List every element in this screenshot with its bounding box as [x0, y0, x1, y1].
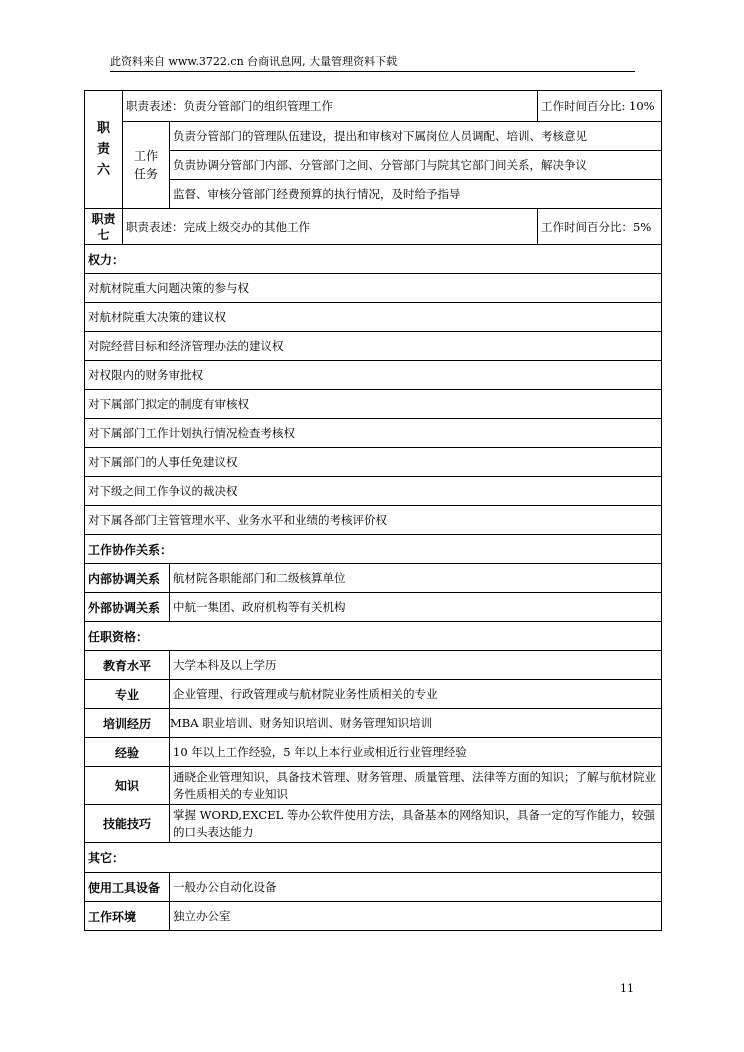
external-coordination-value: 中航一集团、政府机构等有关机构	[170, 593, 662, 622]
qualification-label: 教育水平	[85, 651, 170, 680]
qualifications-heading: 任职资格：	[85, 622, 662, 651]
authority-item: 对下属部门拟定的制度有审核权	[85, 390, 662, 419]
duty6-task-1: 负责分管部门的管理队伍建设，提出和审核对下属岗位人员调配、培训、考核意见	[170, 122, 662, 151]
environment-value: 独立办公室	[170, 902, 662, 931]
duty6-title: 职 责 六	[85, 91, 123, 209]
qualification-label: 专业	[85, 680, 170, 709]
authority-item: 对下属部门工作计划执行情况检查考核权	[85, 419, 662, 448]
external-coordination-label: 外部协调关系	[85, 593, 170, 622]
authority-heading: 权力：	[85, 245, 662, 274]
duty6-time-pct: 工作时间百分比: 10%	[538, 91, 662, 122]
qualification-value: MBA 职业培训、财务知识培训、财务管理知识培训	[170, 709, 662, 738]
duty7-time-pct: 工作时间百分比：5%	[538, 209, 662, 245]
tools-value: 一般办公自动化设备	[170, 873, 662, 902]
authority-item: 对航材院重大问题决策的参与权	[85, 274, 662, 303]
duty7-statement: 职责表述：完成上级交办的其他工作	[123, 209, 538, 245]
duty6-task-2: 负责协调分管部门内部、分管部门之间、分管部门与院其它部门间关系，解决争议	[170, 151, 662, 180]
duty6-task-3: 监督、审核分管部门经费预算的执行情况，及时给予指导	[170, 180, 662, 209]
other-heading: 其它：	[85, 843, 662, 873]
authority-item: 对下属各部门主管管理水平、业务水平和业绩的考核评价权	[85, 506, 662, 535]
authority-item: 对航材院重大决策的建议权	[85, 303, 662, 332]
qualification-value: 大学本科及以上学历	[170, 651, 662, 680]
job-description-table	[84, 90, 662, 931]
qualification-label: 培训经历	[85, 709, 170, 738]
authority-item: 对下属部门的人事任免建议权	[85, 448, 662, 477]
duty6-task-label: 工作 任务	[123, 122, 170, 209]
cooperation-heading: 工作协作关系：	[85, 535, 662, 564]
qualification-label: 经验	[85, 738, 170, 767]
qualification-value: 10 年以上工作经验，5 年以上本行业或相近行业管理经验	[170, 738, 662, 767]
authority-item: 对下级之间工作争议的裁决权	[85, 477, 662, 506]
authority-item: 对院经营目标和经济管理办法的建议权	[85, 332, 662, 361]
authority-item: 对权限内的财务审批权	[85, 361, 662, 390]
qualification-value: 掌握 WORD,EXCEL 等办公软件使用方法，具备基本的网络知识，具备一定的写作能力，较强的口头表达能力	[170, 805, 662, 843]
internal-coordination-label: 内部协调关系	[85, 564, 170, 593]
environment-label: 工作环境	[85, 902, 170, 931]
duty6-statement: 职责表述：负责分管部门的组织管理工作	[123, 91, 538, 122]
qualification-label: 技能技巧	[85, 805, 170, 843]
page-number: 11	[620, 982, 634, 995]
tools-label: 使用工具设备	[85, 873, 170, 902]
duty7-title: 职责 七	[85, 209, 123, 245]
page-header: 此资料来自 www.3722.cn 台商讯息网, 大量管理资料下载	[110, 53, 635, 72]
internal-coordination-value: 航材院各职能部门和二级核算单位	[170, 564, 662, 593]
qualification-value: 企业管理、行政管理或与航材院业务性质相关的专业	[170, 680, 662, 709]
qualification-label: 知识	[85, 767, 170, 805]
qualification-value: 通晓企业管理知识，具备技术管理、财务管理、质量管理、法律等方面的知识；了解与航材院业务性质相关的专业知识	[170, 767, 662, 805]
